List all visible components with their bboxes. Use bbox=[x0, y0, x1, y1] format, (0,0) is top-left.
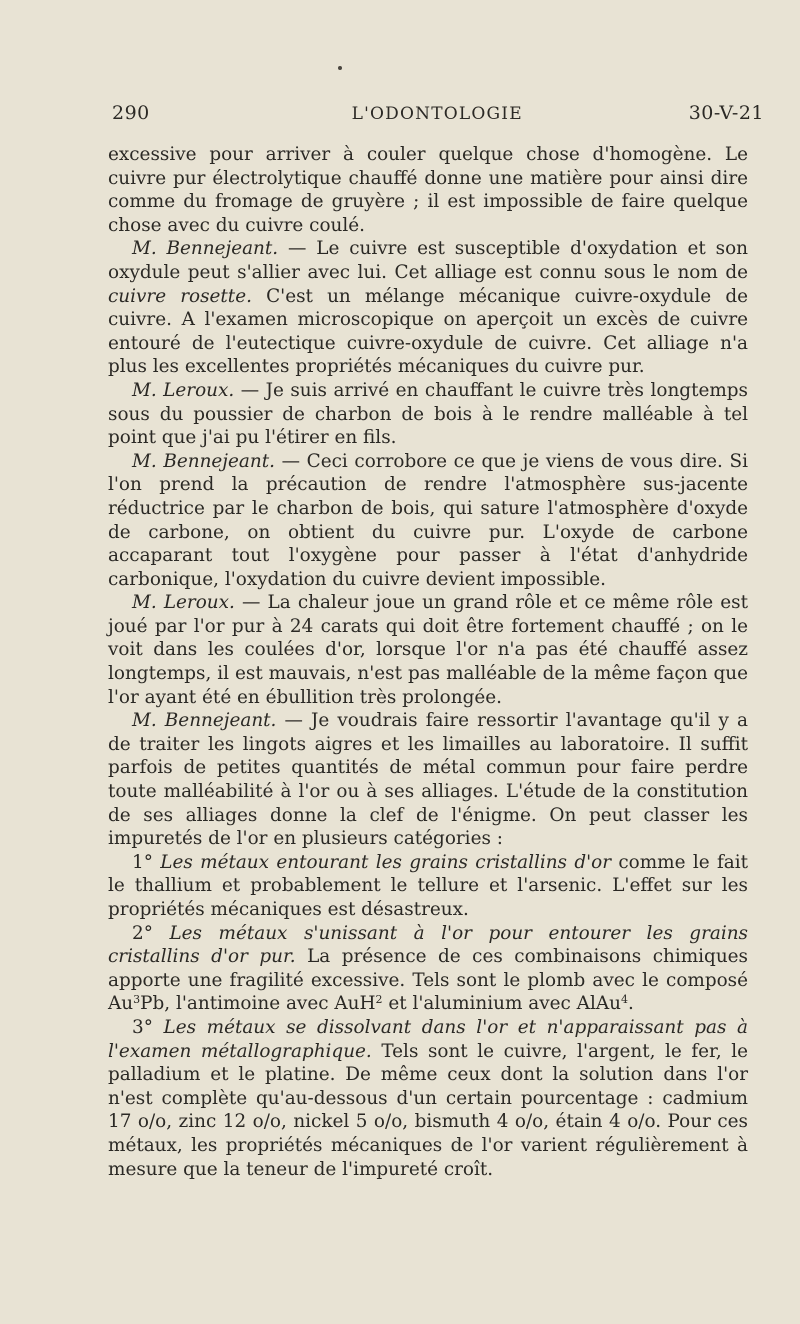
paragraph-leroux-2 bbox=[108, 591, 748, 709]
paragraph-text: — Je voudrais faire ressortir l'avantage qu'il y a de traiter les lingots aigres et les limailles au laboratoire. Il suffit parfois de petites quantités de métal commun pour faire perdre toute malléabilité à l'or ou à ses alliages. L'étude de la constitution de ses alliages donne la clef de l'énigme. On peut classer les impuretés de l'or en plusieurs catégories : bbox=[108, 710, 748, 850]
page-body bbox=[108, 143, 748, 1181]
paragraph-text: — Ceci corrobore ce que je viens de vous dire. Si l'on prend la précaution de rendre l'atmosphère sus-jacente réductrice par le charbon de bois, qui sature l'atmosphère d'oxyde de carbone, on obtient du cuivre pur. L'oxyde de carbone accaparant tout l'oxygène pour passer à l'état d'anhydride carbonique, l'oxydation du cuivre devient impossible. bbox=[108, 450, 748, 590]
ink-speck bbox=[338, 66, 342, 70]
paragraph-text: Tels sont le cuivre, l'argent, le fer, le palladium et le platine. De même ceux dont la solution dans l'or n'est complète qu'au-dessous d'un certain pourcentage : cadmium 17 o/o, zinc 12 o/o, nickel 5 o/o, bismuth 4 o/o, étain 4 o/o. Pour ces métaux, les propriétés mécaniques de l'or varient régulièrement à mesure que la teneur de l'impureté croît. bbox=[108, 1040, 748, 1180]
list-number: 2° bbox=[132, 922, 170, 944]
paragraph-text: — Je suis arrivé en chauffant le cuivre très longtemps sous du poussier de charbon de bois à le rendre malléable à tel point que j'ai pu l'étirer en fils. bbox=[108, 379, 748, 449]
paragraph-text: La présence de ces combinaisons chimiques apporte une fragilité excessive. Tels sont le plomb avec le composé Au bbox=[108, 946, 748, 1015]
category-heading: Les métaux entourant les grains cristallins d'or bbox=[160, 851, 612, 873]
speaker-name: M. Leroux. bbox=[132, 592, 235, 614]
paragraph-bennejeant-2 bbox=[108, 450, 748, 592]
list-item-category-3 bbox=[108, 1016, 748, 1181]
speaker-name: M. Bennejeant. bbox=[132, 238, 279, 260]
running-header bbox=[112, 102, 764, 128]
superscript: 4 bbox=[620, 993, 628, 1007]
paragraph-text: C'est un mélange mécanique cuivre-oxydule de cuivre. A l'examen microscopique on aperçoit un excès de cuivre entouré de l'eutectique cuivre-oxydule de cuivre. Cet alliage n'a plus les excellentes propriétés mécaniques du cuivre pur. bbox=[108, 285, 748, 378]
list-number: 3° bbox=[132, 1016, 164, 1038]
paragraph-text: — La chaleur joue un grand rôle et ce même rôle est joué par l'or pur à 24 carats qui doit être fortement chauffé ; on le voit dans les coulées d'or, lorsque l'or n'a pas été chauffé assez longtemps, il est mauvais, n'est pas malléable de la même façon que l'or ayant été en ébullition très prolongée. bbox=[108, 592, 748, 708]
list-number: 1° bbox=[132, 851, 161, 873]
category-heading: Les métaux s'unissant à l'or pour entourer les grains cristallins d'or pur. bbox=[108, 922, 748, 968]
speaker-name: M. Bennejeant. bbox=[132, 710, 277, 732]
list-item-category-2 bbox=[108, 922, 748, 1016]
paragraph-text: Pb, l'antimoine avec AuH bbox=[140, 993, 376, 1015]
category-heading: Les métaux se dissolvant dans l'or et n'apparaissant pas à l'examen métallographique. bbox=[108, 1016, 748, 1062]
superscript: 3 bbox=[133, 993, 141, 1007]
paragraph-text: et l'aluminium avec AlAu bbox=[382, 993, 621, 1015]
superscript: 2 bbox=[375, 993, 383, 1007]
speaker-name: M. Leroux. bbox=[132, 379, 235, 401]
paragraph-leroux-1 bbox=[108, 379, 748, 450]
italic-term: cuivre rosette. bbox=[108, 285, 252, 307]
paragraph-bennejeant-1 bbox=[108, 237, 748, 379]
paragraph-text: comme le fait le thallium et probablement le tellure et l'arsenic. L'effet sur les propriétés mécaniques est désastreux. bbox=[108, 851, 748, 920]
paragraph-continued bbox=[108, 143, 748, 237]
journal-title: L'ODONTOLOGIE bbox=[351, 104, 523, 124]
paragraph-text: . bbox=[627, 993, 634, 1015]
paragraph-text: — Le cuivre est susceptible d'oxydation et son oxydule peut s'allier avec lui. Cet alliage est connu sous le nom de bbox=[108, 238, 748, 283]
page-number: 290 bbox=[112, 102, 150, 124]
paragraph-text: excessive pour arriver à couler quelque chose d'homogène. Le cuivre pur électrolytique chauffé donne une matière pour ainsi dire comme du fromage de gruyère ; il est impossible de faire quelque chose avec du cuivre coulé. bbox=[108, 144, 748, 236]
speaker-name: M. Bennejeant. bbox=[132, 450, 275, 472]
paragraph-bennejeant-3 bbox=[108, 709, 748, 851]
list-item-category-1 bbox=[108, 851, 748, 922]
issue-date: 30-V-21 bbox=[688, 102, 764, 124]
